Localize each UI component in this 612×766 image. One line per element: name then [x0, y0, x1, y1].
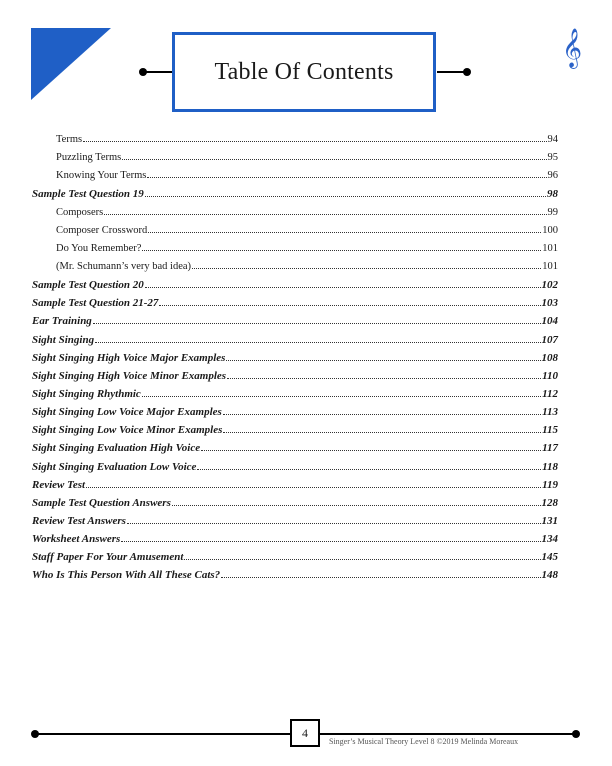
toc-dot-leader [147, 177, 546, 178]
toc-dot-leader [148, 232, 541, 233]
toc-entry[interactable] [32, 170, 558, 188]
toc-entry[interactable] [32, 551, 558, 569]
toc-entry-title: Sight Singing High Voice Minor Examples [32, 369, 227, 382]
toc-entry-title: Composers [56, 206, 104, 218]
toc-entry-page: 101 [542, 242, 558, 254]
toc-entry[interactable] [32, 334, 558, 352]
toc-entry-page: 119 [542, 478, 558, 491]
toc-entry-title: Puzzling Terms [56, 152, 122, 164]
toc-entry-page: 113 [542, 406, 558, 419]
toc-entry-page: 145 [541, 551, 558, 564]
toc-dot-leader [192, 268, 541, 269]
toc-entry-page: 128 [541, 496, 558, 509]
toc-dot-leader [127, 523, 541, 524]
toc-entry-page: 102 [541, 279, 558, 292]
toc-entry-title: Sight Singing [32, 333, 95, 346]
toc-entry[interactable] [32, 279, 558, 297]
toc-dot-leader [145, 196, 546, 197]
toc-dot-leader [86, 487, 541, 488]
toc-entry-title: Who Is This Person With All These Cats? [32, 569, 221, 582]
toc-entry[interactable] [32, 297, 558, 315]
toc-dot-leader [201, 450, 541, 451]
toc-dot-leader [223, 432, 541, 433]
toc-dot-leader [145, 287, 541, 288]
toc-entry-title: Sight Singing High Voice Major Examples [32, 351, 226, 364]
toc-entry[interactable] [32, 442, 558, 460]
footer-rule-right-dot [572, 730, 580, 738]
toc-entry-page: 96 [547, 170, 558, 182]
title-box [172, 32, 436, 112]
toc-entry[interactable] [32, 533, 558, 551]
title-rule-left-dot [139, 68, 147, 76]
toc-dot-leader [142, 250, 541, 251]
page-title: Table Of Contents [214, 58, 394, 85]
toc-entry[interactable] [32, 461, 558, 479]
toc-dot-leader [184, 559, 540, 560]
toc-entry[interactable] [32, 152, 558, 170]
toc-entry[interactable] [32, 515, 558, 533]
toc-entry[interactable] [32, 188, 558, 206]
toc-dot-leader [159, 305, 540, 306]
toc-dot-leader [197, 469, 541, 470]
toc-entry-page: 95 [547, 152, 558, 164]
toc-dot-leader [104, 214, 546, 215]
toc-dot-leader [172, 505, 541, 506]
toc-entry[interactable] [32, 479, 558, 497]
toc-entry-title: Knowing Your Terms [56, 170, 147, 182]
toc-entry-title: Sight Singing Rhythmic [32, 387, 141, 400]
toc-entry-title: Review Test Answers [32, 514, 126, 527]
toc-entry-title: Sight Singing Low Voice Minor Examples [32, 424, 223, 437]
toc-entry-page: 117 [542, 442, 558, 455]
toc-entry-page: 108 [541, 351, 558, 364]
toc-entry[interactable] [32, 207, 558, 225]
treble-clef-icon: 𝄞 [562, 28, 583, 68]
toc-dot-leader [227, 378, 541, 379]
toc-entry-title: Sample Test Question Answers [32, 496, 171, 509]
toc-entry-page: 110 [542, 369, 558, 382]
toc-entry[interactable] [32, 569, 558, 587]
toc-entry-title: (Mr. Schumann’s very bad idea) [56, 260, 192, 272]
toc-dot-leader [226, 360, 540, 361]
toc-dot-leader [121, 541, 540, 542]
toc-entry[interactable] [32, 370, 558, 388]
toc-entry-page: 94 [547, 134, 558, 145]
toc-entry-page: 148 [541, 569, 558, 582]
toc-dot-leader [142, 396, 541, 397]
toc-entry[interactable] [32, 243, 558, 261]
toc-entry-title: Sight Singing Evaluation High Voice [32, 442, 201, 455]
toc-entry-title: Composer Crossword [56, 224, 148, 236]
toc-dot-leader [223, 414, 541, 415]
table-of-contents [32, 134, 558, 588]
toc-entry-page: 118 [542, 460, 558, 473]
footer-rule-right [320, 733, 574, 735]
toc-dot-leader [122, 159, 546, 160]
toc-entry-page: 101 [542, 260, 558, 272]
toc-entry-page: 107 [541, 333, 558, 346]
footer-rule-left [35, 733, 291, 735]
toc-entry-title: Staff Paper For Your Amusement [32, 551, 184, 564]
toc-entry-page: 103 [541, 297, 558, 310]
toc-dot-leader [83, 141, 546, 142]
toc-entry[interactable] [32, 134, 558, 152]
toc-entry-page: 98 [547, 188, 558, 201]
footer-rule-left-dot [31, 730, 39, 738]
toc-entry[interactable] [32, 388, 558, 406]
toc-entry[interactable] [32, 406, 558, 424]
toc-entry-title: Do You Remember? [56, 242, 142, 254]
toc-entry-page: 99 [547, 206, 558, 218]
toc-entry[interactable] [32, 497, 558, 515]
page-number-box [290, 719, 320, 747]
toc-entry-title: Terms [56, 134, 83, 145]
toc-entry-page: 134 [541, 533, 558, 546]
toc-entry[interactable] [32, 261, 558, 279]
title-rule-left [143, 71, 173, 73]
toc-entry-page: 115 [542, 424, 558, 437]
toc-dot-leader [95, 342, 540, 343]
title-rule-right-dot [463, 68, 471, 76]
toc-entry[interactable] [32, 225, 558, 243]
toc-entry-title: Worksheet Answers [32, 533, 121, 546]
toc-entry-page: 100 [542, 224, 558, 236]
toc-entry[interactable] [32, 352, 558, 370]
toc-entry-page: 112 [542, 387, 558, 400]
toc-entry-title: Ear Training [32, 315, 92, 328]
toc-entry[interactable] [32, 424, 558, 442]
toc-entry-title: Sight Singing Evaluation Low Voice [32, 460, 197, 473]
toc-entry[interactable] [32, 315, 558, 333]
toc-entry-page: 104 [541, 315, 558, 328]
toc-entry-title: Sample Test Question 20 [32, 279, 144, 292]
toc-dot-leader [93, 323, 541, 324]
toc-entry-title: Sample Test Question 21-27 [32, 297, 159, 310]
page-number: 4 [302, 725, 308, 740]
footer-credit: Singer’s Musical Theory Level 8 ©2019 Melinda Moreaux [329, 737, 519, 746]
corner-triangle-decoration [31, 28, 111, 100]
toc-entry-title: Sight Singing Low Voice Major Examples [32, 406, 222, 419]
toc-entry-page: 131 [541, 514, 558, 527]
toc-entry-title: Review Test [32, 478, 86, 491]
toc-entry-title: Sample Test Question 19 [32, 188, 144, 201]
toc-dot-leader [221, 577, 540, 578]
